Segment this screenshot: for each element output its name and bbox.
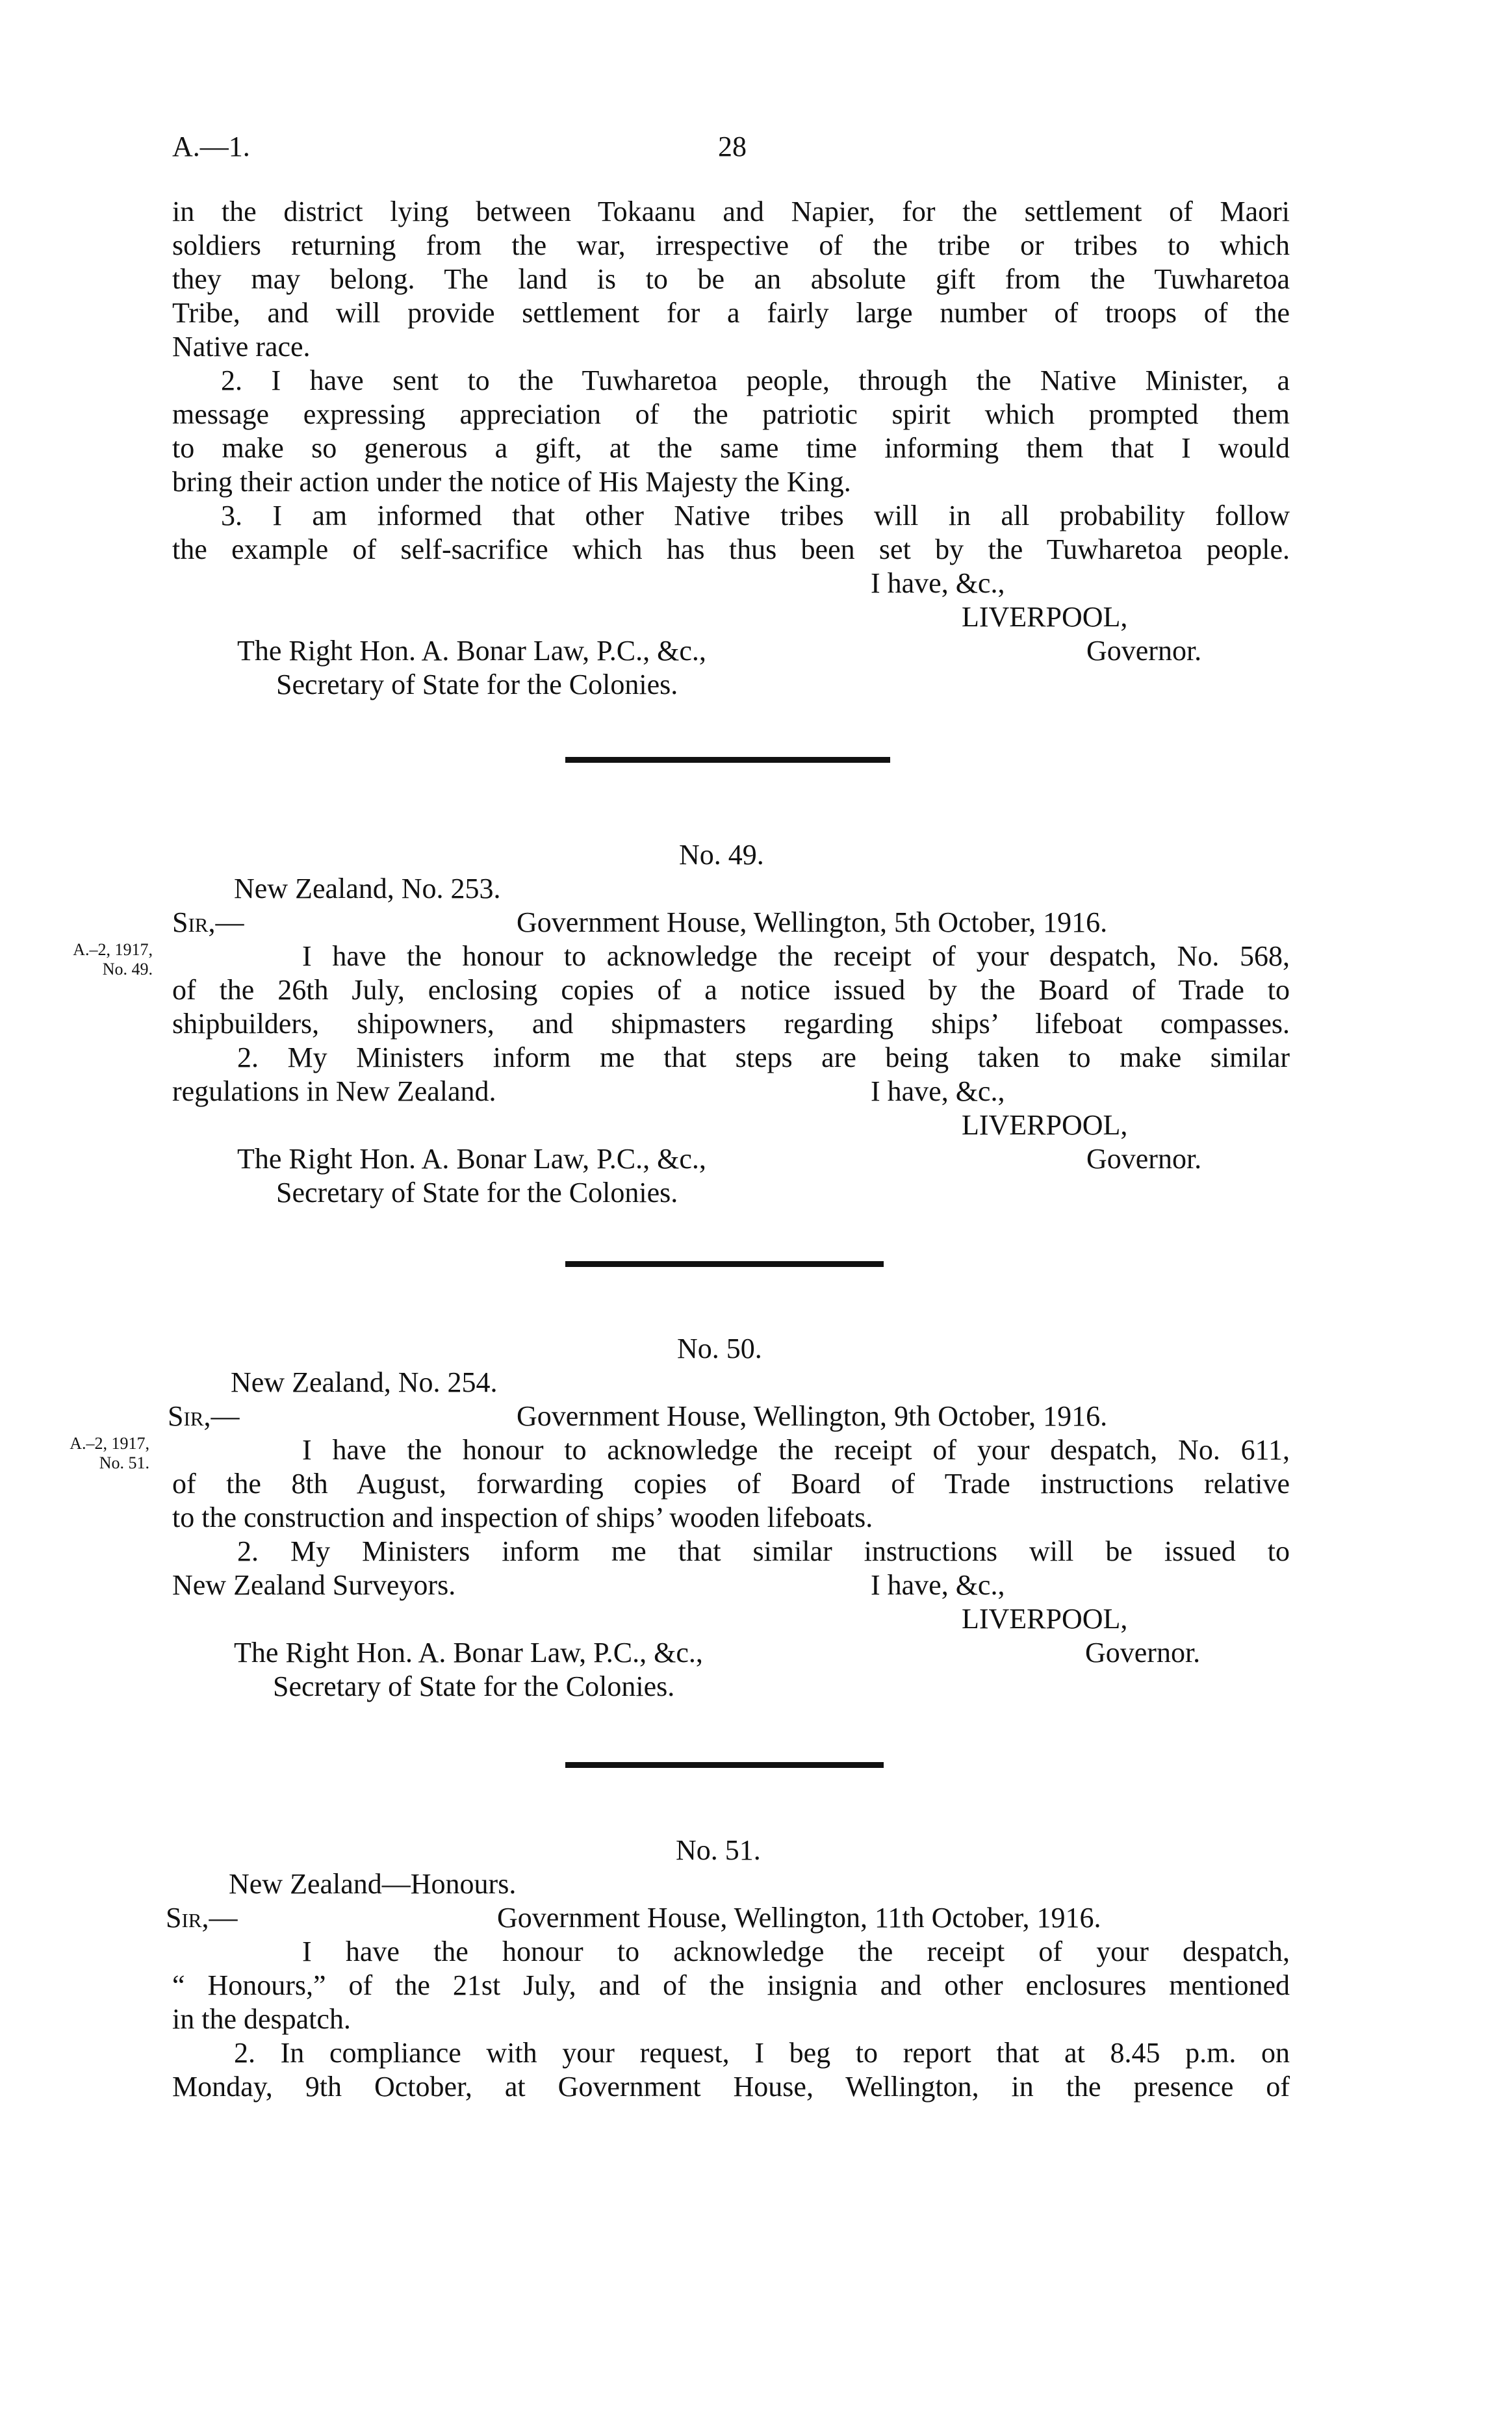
body-line: to the construction and inspection of ships’ wooden lifeboats. [172, 1502, 873, 1533]
body-line: “ Honours,” of the 21st July, and of the insignia and other enclosures mentioned [172, 1969, 1290, 2001]
body-line: in the despatch. [172, 2003, 351, 2035]
despatch-ref: New Zealand, No. 253. [234, 873, 501, 904]
signatory: LIVERPOOL, [962, 1109, 1128, 1141]
section-divider [565, 1762, 884, 1768]
addressee-office: Secretary of State for the Colonies. [276, 1177, 678, 1208]
body-line: 2. My Ministers inform me that steps are being taken to make similar [237, 1042, 1290, 1073]
doc-ref: A.—1. [172, 131, 250, 162]
salutation: Sir,— [172, 906, 244, 938]
despatch-heading: No. 51. [676, 1834, 761, 1866]
page-number: 28 [718, 131, 747, 162]
body-line: I have the honour to acknowledge the receipt of your despatch, No. 568, [302, 940, 1290, 972]
intro-line: Native race. [172, 331, 311, 363]
salutation: Sir,— [168, 1400, 240, 1432]
signatory-title: Governor. [1086, 635, 1202, 667]
addressee: The Right Hon. A. Bonar Law, P.C., &c., [237, 1143, 706, 1175]
signatory: LIVERPOOL, [962, 1603, 1128, 1635]
body-line: New Zealand Surveyors. [172, 1569, 456, 1601]
body-line: regulations in New Zealand. [172, 1075, 496, 1107]
intro-line: message expressing appreciation of the patriotic spirit which prompted them [172, 398, 1290, 430]
signatory-title: Governor. [1086, 1143, 1202, 1175]
closing: I have, &c., [871, 567, 1005, 599]
addressee: The Right Hon. A. Bonar Law, P.C., &c., [234, 1637, 703, 1669]
signatory-title: Governor. [1085, 1637, 1201, 1669]
intro-line: Tribe, and will provide settlement for a fairly large number of troops of the [172, 297, 1290, 329]
body-line: of the 8th August, forwarding copies of Board of Trade instructions relative [172, 1468, 1290, 1500]
addressee-office: Secretary of State for the Colonies. [273, 1670, 675, 1702]
body-line: shipbuilders, shipowners, and shipmasters regarding ships’ lifeboat compasses. [172, 1008, 1290, 1040]
despatch-ref: New Zealand—Honours. [229, 1868, 517, 1900]
closing: I have, &c., [871, 1569, 1005, 1601]
margin-reference: No. 49. [102, 960, 153, 978]
margin-reference: A.–2, 1917, [73, 940, 153, 959]
intro-line: to make so generous a gift, at the same time informing them that I would [172, 432, 1290, 464]
signatory: LIVERPOOL, [962, 601, 1128, 633]
body-line: I have the honour to acknowledge the receipt of your despatch, No. 611, [302, 1434, 1290, 1466]
body-line: Monday, 9th October, at Government House, Wellington, in the presence of [172, 2071, 1290, 2103]
intro-line: in the district lying between Tokaanu and Napier, for the settlement of Maori [172, 196, 1290, 227]
place-date: Government House, Wellington, 9th October, 1916. [517, 1400, 1108, 1432]
addressee: The Right Hon. A. Bonar Law, P.C., &c., [237, 635, 706, 667]
intro-line: the example of self-sacrifice which has thus been set by the Tuwharetoa people. [172, 533, 1290, 565]
section-divider [565, 1261, 884, 1267]
despatch-ref: New Zealand, No. 254. [231, 1366, 498, 1398]
intro-line: 2. I have sent to the Tuwharetoa people, through the Native Minister, a [221, 364, 1290, 396]
margin-reference: No. 51. [99, 1453, 149, 1472]
body-line: of the 26th July, enclosing copies of a notice issued by the Board of Trade to [172, 974, 1290, 1006]
body-line: 2. My Ministers inform me that similar instructions will be issued to [237, 1535, 1290, 1567]
intro-line: they may belong. The land is to be an absolute gift from the Tuwharetoa [172, 263, 1290, 295]
salutation: Sir,— [166, 1902, 238, 1934]
addressee-office: Secretary of State for the Colonies. [276, 669, 678, 700]
body-line: I have the honour to acknowledge the receipt of your despatch, [302, 1936, 1290, 1967]
intro-line: soldiers returning from the war, irrespective of the tribe or tribes to which [172, 229, 1290, 261]
despatch-heading: No. 50. [677, 1333, 762, 1364]
margin-reference: A.–2, 1917, [70, 1434, 149, 1453]
place-date: Government House, Wellington, 11th October, 1916. [497, 1902, 1101, 1934]
section-divider [565, 757, 890, 763]
body-line: 2. In compliance with your request, I beg to report that at 8.45 p.m. on [234, 2037, 1290, 2069]
intro-line: 3. I am informed that other Native tribes will in all probability follow [221, 500, 1290, 531]
place-date: Government House, Wellington, 5th October, 1916. [517, 906, 1108, 938]
closing: I have, &c., [871, 1075, 1005, 1107]
intro-line: bring their action under the notice of His Majesty the King. [172, 466, 851, 498]
despatch-heading: No. 49. [679, 839, 764, 871]
